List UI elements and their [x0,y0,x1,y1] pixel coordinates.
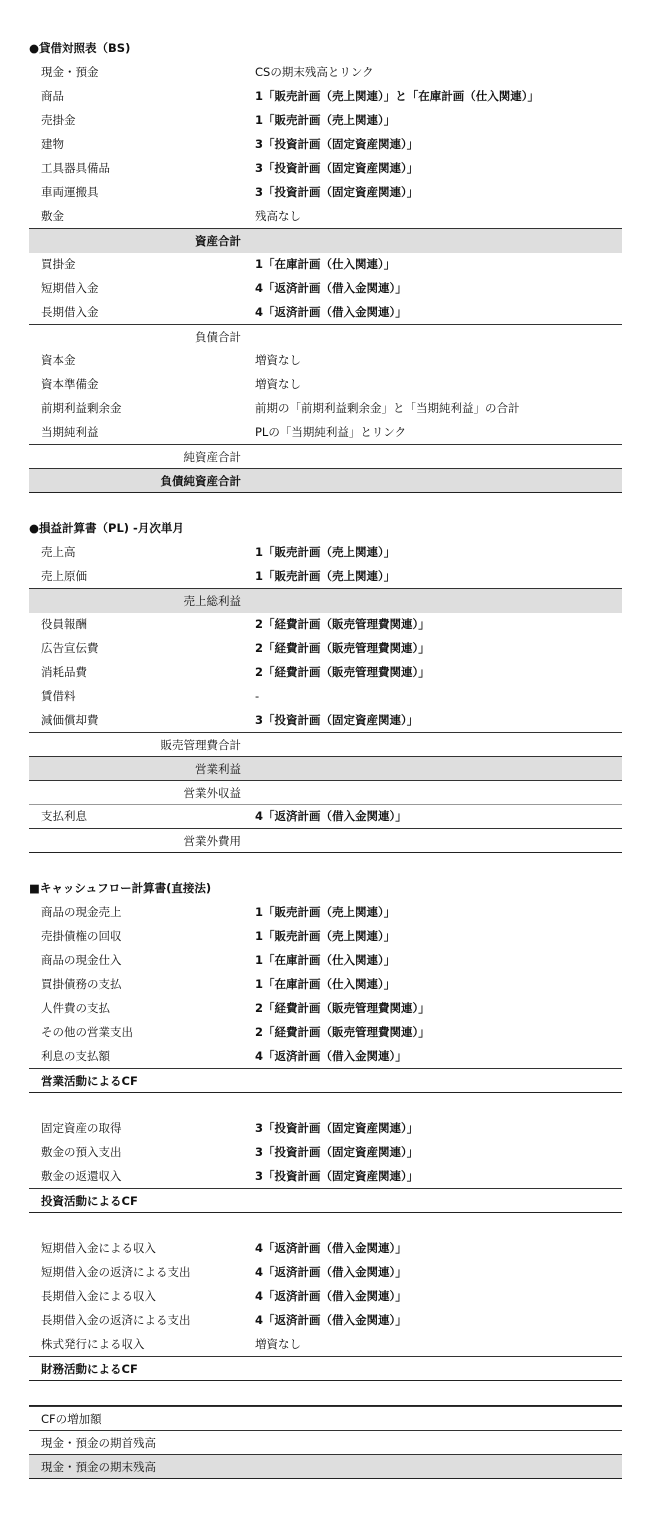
cf-row-label: 売掛債権の回収 [41,929,122,943]
non-op-income-label: 営業外収益 [183,786,241,800]
cf-row-source: 増資なし [255,1337,301,1351]
cf-row-label: その他の営業支出 [41,1025,133,1039]
bs-row [29,156,622,180]
cf-row [29,1284,622,1308]
pl-gross-profit-row [29,588,622,613]
bs-row-label: 資本金 [41,353,76,367]
pl-sga-total-row [29,732,622,757]
cf-row-source: 1「在庫計画（仕入関連）」 [255,977,396,991]
cf-row-source: 1「在庫計画（仕入関連）」 [255,953,396,967]
cf-row-source: 4「返済計画（借入金関連）」 [255,1289,407,1303]
pl-row [29,660,622,684]
bs-row-source: 3「投資計画（固定資産関連）」 [255,185,419,199]
cf-row [29,1308,622,1332]
cf-closing-label: 現金・預金の期末残高 [41,1460,156,1474]
bs-row-label: 前期利益剰余金 [41,401,122,415]
cf-operating-total-row [29,1068,622,1093]
bs-row [29,348,622,372]
cf-row [29,1164,622,1188]
bs-row [29,420,622,444]
cf-row-source: 4「返済計画（借入金関連）」 [255,1241,407,1255]
cf-row [29,1332,622,1356]
cf-row [29,1260,622,1284]
bs-row-source: 残高なし [255,209,301,223]
cf-row-source: 1「販売計画（売上関連）」 [255,905,396,919]
bs-liab-net-total-row [29,468,622,493]
asset-total-label: 資産合計 [195,234,241,248]
non-op-expense-label: 営業外費用 [183,834,241,848]
bs-row [29,252,622,276]
pl-row [29,804,622,828]
bs-row-source: 増資なし [255,377,301,391]
cf-row-label: 短期借入金による収入 [41,1241,156,1255]
cf-heading-text: ■キャッシュフロー計算書(直接法) [29,881,212,895]
bs-row-source: 前期の「前期利益剰余金」と「当期純利益」の合計 [255,401,520,415]
cf-row-source: 3「投資計画（固定資産関連）」 [255,1121,419,1135]
bs-row [29,108,622,132]
pl-non-op-income-row [29,780,622,805]
bs-row-source: 3「投資計画（固定資産関連）」 [255,161,419,175]
bs-row-source: CSの期末残高とリンク [255,65,374,79]
bs-row-label: 売掛金 [41,113,76,127]
cf-row-label: 株式発行による収入 [41,1337,145,1351]
bs-row [29,180,622,204]
pl-row [29,612,622,636]
cf-row [29,900,622,924]
bs-row-label: 買掛金 [41,257,76,271]
sga-total-label: 販売管理費合計 [160,738,241,752]
pl-row-label: 支払利息 [41,809,87,823]
cf-row-source: 4「返済計画（借入金関連）」 [255,1265,407,1279]
pl-row-source: 1「販売計画（売上関連）」 [255,569,396,583]
cf-row-source: 3「投資計画（固定資産関連）」 [255,1145,419,1159]
bs-row-label: 現金・預金 [41,65,99,79]
cf-opening-row [29,1430,622,1455]
cf-row-label: 商品の現金売上 [41,905,122,919]
bs-row-label: 商品 [41,89,64,103]
pl-row-source: 3「投資計画（固定資産関連）」 [255,713,419,727]
operating-profit-label: 営業利益 [195,762,241,776]
operating-cf-total-label: 営業活動によるCF [41,1074,138,1088]
pl-row-source: 2「経費計画（販売管理費関連）」 [255,641,430,655]
cf-increase-row [29,1406,622,1431]
bs-net-asset-total-row [29,444,622,469]
bs-row-source: 1「販売計画（売上関連）」と「在庫計画（仕入関連）」 [255,89,539,103]
cf-row [29,972,622,996]
bs-row-source: PLの「当期純利益」とリンク [255,425,407,439]
bs-row [29,84,622,108]
pl-row-source: 2「経費計画（販売管理費関連）」 [255,665,430,679]
bs-row-source: 4「返済計画（借入金関連）」 [255,281,407,295]
pl-row-label: 賃借料 [41,689,76,703]
bs-row-label: 資本準備金 [41,377,99,391]
pl-row [29,708,622,732]
pl-row-label: 広告宣伝費 [41,641,99,655]
pl-row-label: 減価償却費 [41,713,99,727]
cf-row-label: 長期借入金による収入 [41,1289,156,1303]
cf-row-source: 2「経費計画（販売管理費関連）」 [255,1025,430,1039]
cf-row-source: 4「返済計画（借入金関連）」 [255,1313,407,1327]
cf-row [29,1116,622,1140]
cf-row-source: 4「返済計画（借入金関連）」 [255,1049,407,1063]
bs-row-label: 工具器具備品 [41,161,110,175]
cf-row-source: 3「投資計画（固定資産関連）」 [255,1169,419,1183]
bs-row-label: 当期純利益 [41,425,99,439]
cf-row-label: 長期借入金の返済による支出 [41,1313,191,1327]
cf-row [29,1236,622,1260]
pl-row-label: 売上原価 [41,569,87,583]
cf-row-label: 敷金の返還収入 [41,1169,122,1183]
bs-heading [29,36,622,60]
cf-closing-row [29,1454,622,1479]
cf-row [29,1044,622,1068]
cf-row-label: 短期借入金の返済による支出 [41,1265,191,1279]
bs-row-label: 長期借入金 [41,305,99,319]
cf-row-source: 2「経費計画（販売管理費関連）」 [255,1001,430,1015]
liability-total-label: 負債合計 [195,330,241,344]
pl-operating-profit-row [29,756,622,781]
cf-row [29,996,622,1020]
bs-row-source: 1「在庫計画（仕入関連）」 [255,257,396,271]
pl-row-source: 2「経費計画（販売管理費関連）」 [255,617,430,631]
cf-investing-total-row [29,1188,622,1213]
gross-profit-label: 売上総利益 [183,594,241,608]
net-asset-total-label: 純資産合計 [183,450,241,464]
cf-row [29,1020,622,1044]
bs-row-label: 車両運搬具 [41,185,99,199]
bs-row-source: 3「投資計画（固定資産関連）」 [255,137,419,151]
bs-row [29,396,622,420]
pl-row-source: - [255,689,260,703]
pl-row-label: 役員報酬 [41,617,87,631]
financing-cf-total-label: 財務活動によるCF [41,1362,138,1376]
cf-row [29,948,622,972]
pl-row-label: 消耗品費 [41,665,87,679]
bs-row [29,276,622,300]
bs-row [29,132,622,156]
cf-row-label: 利息の支払額 [41,1049,110,1063]
bs-row-source: 4「返済計画（借入金関連）」 [255,305,407,319]
pl-non-op-expense-row [29,828,622,853]
investing-cf-total-label: 投資活動によるCF [41,1194,138,1208]
pl-row [29,684,622,708]
pl-heading [29,516,622,540]
bs-row-source: 1「販売計画（売上関連）」 [255,113,396,127]
bs-row-source: 増資なし [255,353,301,367]
bs-row-label: 建物 [41,137,64,151]
cf-row-label: 商品の現金仕入 [41,953,122,967]
cf-increase-label: CFの増加額 [41,1412,102,1426]
bs-liability-total-row [29,324,622,349]
cf-row [29,1140,622,1164]
pl-row-source: 1「販売計画（売上関連）」 [255,545,396,559]
cf-row-label: 固定資産の取得 [41,1121,122,1135]
cf-row-source: 1「販売計画（売上関連）」 [255,929,396,943]
pl-row [29,564,622,588]
pl-row-source: 4「返済計画（借入金関連）」 [255,809,407,823]
pl-row-label: 売上高 [41,545,76,559]
bs-row-label: 短期借入金 [41,281,99,295]
pl-row [29,540,622,564]
pl-row [29,636,622,660]
cf-row [29,924,622,948]
cf-row-label: 人件費の支払 [41,1001,110,1015]
bs-row-label: 敷金 [41,209,64,223]
cf-row-label: 敷金の預入支出 [41,1145,122,1159]
cf-opening-label: 現金・預金の期首残高 [41,1436,156,1450]
liab-net-total-label: 負債純資産合計 [160,474,241,488]
bs-row [29,300,622,324]
cf-heading [29,876,622,900]
bs-heading-text: ●貸借対照表（BS) [29,41,131,55]
cf-row-label: 買掛債務の支払 [41,977,122,991]
cf-financing-total-row [29,1356,622,1381]
bs-row [29,204,622,228]
bs-asset-total-row [29,228,622,253]
bs-row [29,372,622,396]
bs-row [29,60,622,84]
pl-heading-text: ●損益計算書（PL) -月次単月 [29,521,184,535]
